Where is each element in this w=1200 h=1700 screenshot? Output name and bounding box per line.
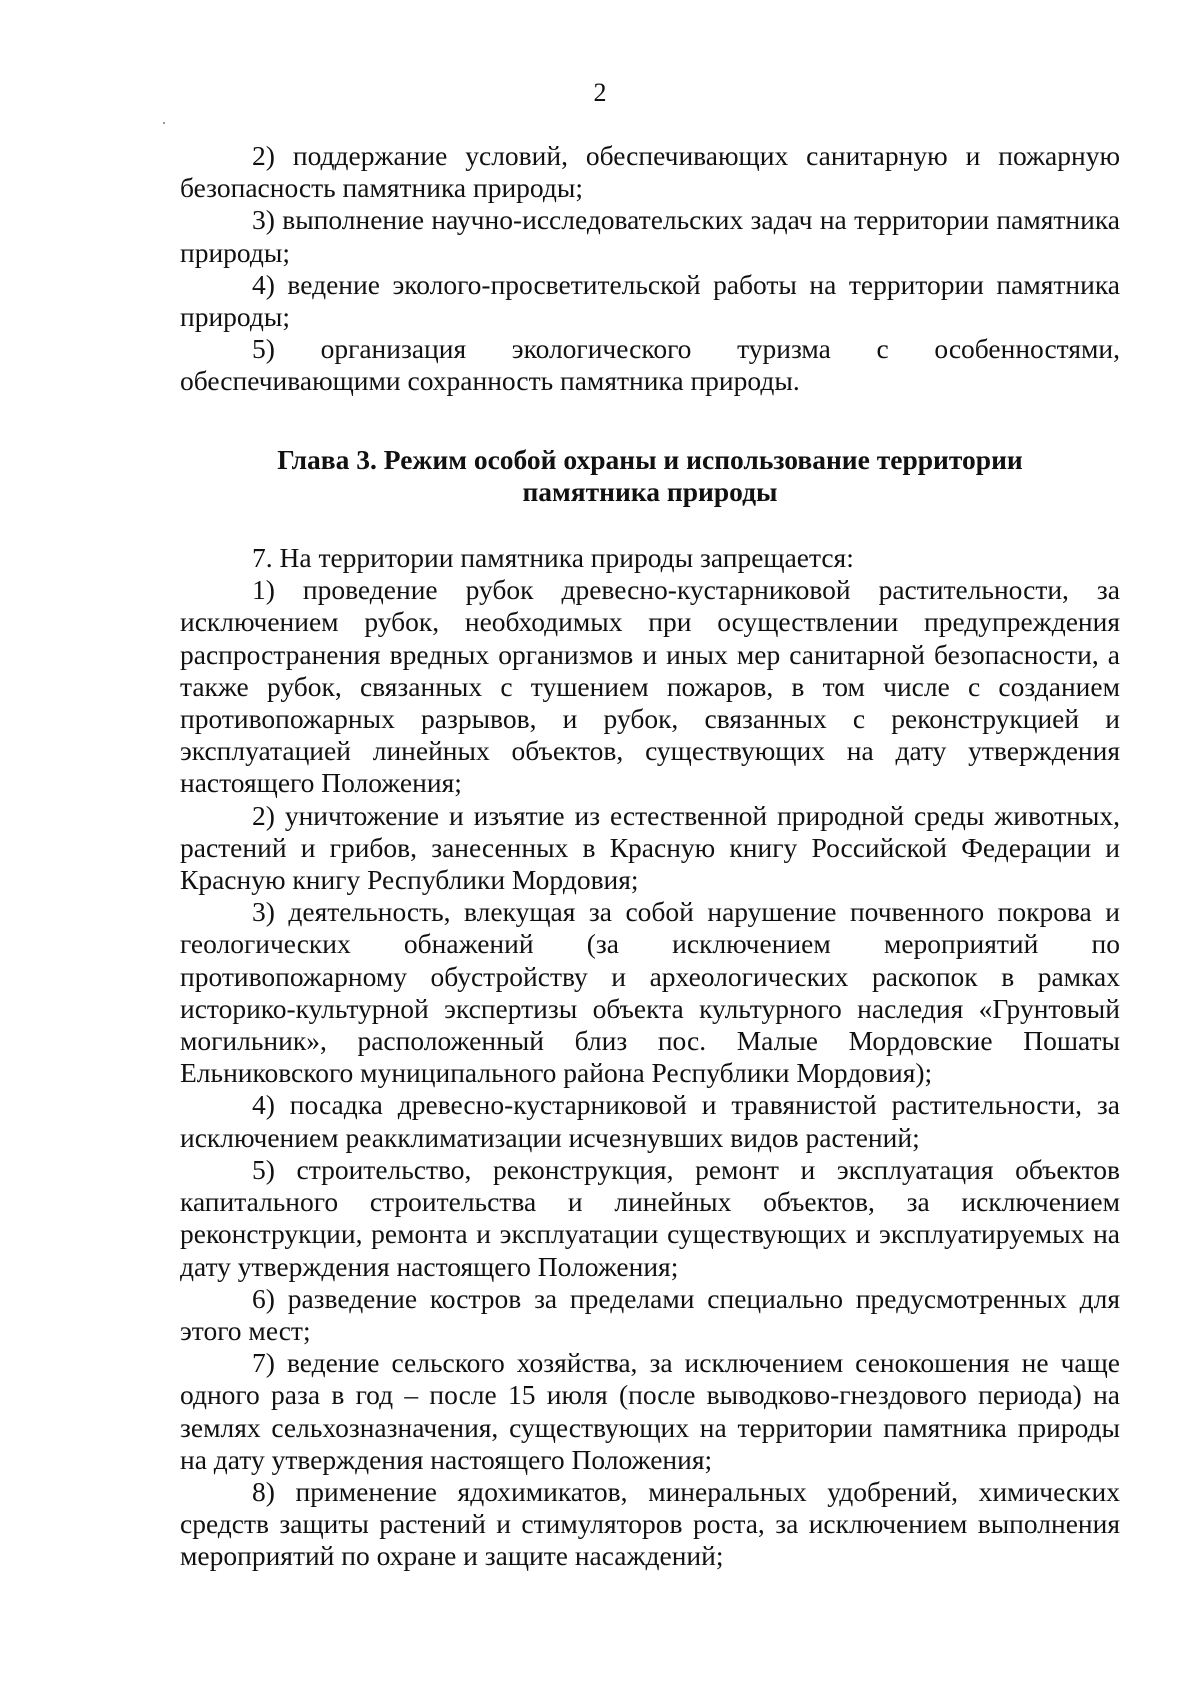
prohibition-item: 5) строительство, реконструкция, ремонт и эксплуатация объектов капитального строительства и линейных объектов, за исключением реконструкции, ремонта и эксплуатации существующих и эксплуатируемых на дату утверждения настоящего Положения; bbox=[180, 1153, 1120, 1282]
chapter-heading bbox=[180, 444, 1120, 508]
intro-item: 4) ведение эколого-просветительской работы на территории памятника природы; bbox=[180, 268, 1120, 333]
scan-artifact bbox=[163, 122, 165, 124]
prohibition-item: 2) уничтожение и изъятие из естественной природной среды животных, растений и грибов, занесенных в Красную книгу Российской Федерации и Красную книгу Республики Мордовия; bbox=[180, 799, 1120, 896]
chapter-heading-line1: Глава 3. Режим особой охраны и использование территории bbox=[277, 443, 1023, 475]
chapter-heading-line2: памятника природы bbox=[522, 475, 778, 507]
intro-item: 5) организация экологического туризма с особенностями, обеспечивающими сохранность памятника природы. bbox=[180, 333, 1120, 397]
page-number: 2 bbox=[593, 78, 607, 107]
clause-7-intro: 7. На территории памятника природы запрещается: bbox=[252, 542, 854, 574]
document-body bbox=[180, 140, 1120, 1573]
prohibition-item: 6) разведение костров за пределами специально предусмотренных для этого мест; bbox=[180, 1282, 1120, 1346]
intro-item: 3) выполнение научно-исследовательских задач на территории памятника природы; bbox=[180, 204, 1120, 268]
prohibition-item: 7) ведение сельского хозяйства, за исключением сенокошения не чаще одного раза в год – после 15 июля (после выводково-гнездового периода) на землях сельхозназначения, существующих на территории памятника природы на дату утверждения настоящего Положения; bbox=[180, 1347, 1120, 1475]
prohibition-item: 8) применение ядохимикатов, минеральных удобрений, химических средств защиты растений и стимуляторов роста, за исключением выполнения мероприятий по охране и защите насаждений; bbox=[180, 1475, 1120, 1572]
intro-item: 2) поддержание условий, обеспечивающих санитарную и пожарную безопасность памятника природы; bbox=[180, 140, 1120, 204]
prohibition-item: 4) посадка древесно-кустарниковой и травянистой растительности, за исключением реакклиматизации исчезнувших видов растений; bbox=[180, 1089, 1120, 1153]
prohibition-item: 1) проведение рубок древесно-кустарниковой растительности, за исключением рубок, необходимых при осуществлении предупреждения распространения вредных организмов и иных мер санитарной безопасности, а также рубок, связанных с тушением пожаров, в том числе с созданием противопожарных разрывов, и рубок, связанных с реконструкцией и эксплуатацией линейных объектов, существующих на дату утверждения настоящего Положения; bbox=[180, 574, 1120, 799]
prohibition-item: 3) деятельность, влекущая за собой нарушение почвенного покрова и геологических обнажений (за исключением мероприятий по противопожарному обустройству и археологических раскопок в рамках историко-культурной экспертизы объекта культурного наследия «Грунтовый могильник», расположенный близ пос. Малые Мордовские Пошаты Ельниковского муниципального района Республики Мордовия); bbox=[180, 896, 1120, 1089]
